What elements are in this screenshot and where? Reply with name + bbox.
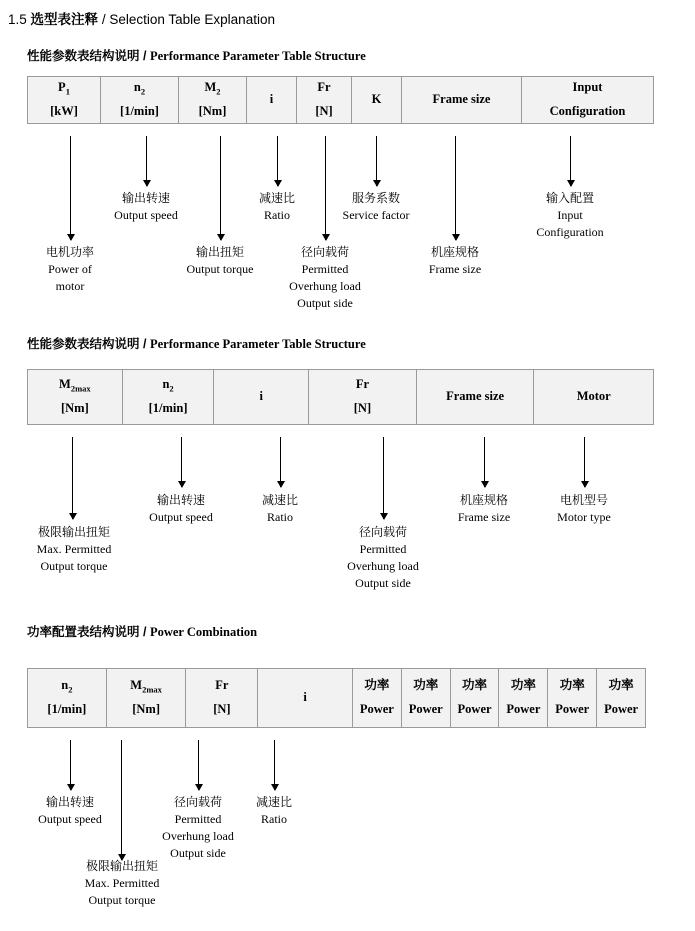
col-label-sub: 2 <box>68 684 73 695</box>
col-label: P <box>58 80 66 95</box>
block-3-heading-cn: 功率配置表结构说明 <box>27 625 140 639</box>
block-2-heading-cn: 性能参数表结构说明 <box>27 337 140 351</box>
callout-arrow <box>455 136 456 240</box>
col-unit: Power <box>506 702 541 716</box>
callout-label: 输入配置 Input Configuration <box>536 191 604 239</box>
col-label: Fr <box>317 80 331 95</box>
col-label: i <box>259 389 263 404</box>
callout-arrow <box>280 437 281 487</box>
col-unit: Configuration <box>549 104 626 118</box>
block-1-heading-en: Performance Parameter Table Structure <box>149 49 366 63</box>
col-unit: [1/min] <box>148 401 188 415</box>
callout-arrow <box>274 740 275 790</box>
col-unit: [Nm] <box>132 702 160 716</box>
col-label: Fr <box>355 377 370 392</box>
callout-arrow <box>383 437 384 519</box>
col-label: Input <box>572 80 603 95</box>
table-header-cell <box>106 669 186 727</box>
callout-label: 径向载荷 Permitted Overhung load Output side <box>347 525 419 590</box>
callout-label: 机座规格 Frame size <box>428 245 482 276</box>
table-header-cell <box>296 77 351 123</box>
table-header-cell <box>401 77 521 123</box>
col-label-sub: 2 <box>216 86 221 97</box>
col-label: 功率 <box>559 678 585 693</box>
col-unit: Power <box>359 702 394 716</box>
col-label: 功率 <box>510 678 536 693</box>
section-number: 1.5 <box>8 12 27 27</box>
block-2-heading <box>27 334 366 352</box>
col-label: K <box>371 92 382 107</box>
table-header-cell <box>533 370 653 424</box>
col-unit: Power <box>555 702 590 716</box>
callout-arrow <box>70 740 71 790</box>
callout-arrow <box>70 136 71 240</box>
col-label: n <box>162 377 170 392</box>
callout-label: 机座规格 Frame size <box>457 493 511 524</box>
col-label-sub: 2 <box>169 383 174 394</box>
callout-label: 径向载荷 Permitted Overhung load Output side <box>162 795 234 860</box>
col-unit: [1/min] <box>47 702 87 716</box>
col-unit: [1/min] <box>120 104 159 118</box>
callout-label: 电机型号 Motor type <box>557 493 611 524</box>
block-1-heading-sep: / <box>143 49 147 63</box>
col-label: i <box>269 92 274 107</box>
table-header-cell <box>28 77 100 123</box>
block-3-table <box>27 668 646 728</box>
block-1-table <box>27 76 654 124</box>
callout-label: 输出转速 Output speed <box>114 191 178 222</box>
callout-arrow <box>72 437 73 519</box>
callout-arrow <box>376 136 377 186</box>
col-label: Frame size <box>432 92 491 107</box>
callout-label: 极限输出扭矩 Max. Permitted Output torque <box>36 525 112 573</box>
col-label-sub: 2 <box>140 86 146 97</box>
col-unit: [N] <box>315 104 333 118</box>
table-header-cell <box>213 370 308 424</box>
table-header-cell <box>498 669 547 727</box>
block-2-heading-sep: / <box>143 337 147 351</box>
table-header-cell <box>28 669 106 727</box>
callout-label: 输出转速 Output speed <box>149 493 213 524</box>
table-header-cell <box>178 77 246 123</box>
callout-arrow <box>198 740 199 790</box>
col-label: n <box>133 80 141 95</box>
col-unit: [Nm] <box>60 401 89 415</box>
callout-label: 输出扭矩 Output torque <box>186 245 254 276</box>
section-title-en: Selection Table Explanation <box>109 12 275 27</box>
col-label: 功率 <box>364 678 390 693</box>
callout-label: 极限输出扭矩 Max. Permitted Output torque <box>84 859 160 907</box>
col-unit: Power <box>457 702 492 716</box>
col-label: M <box>130 678 143 693</box>
col-label: Motor <box>576 389 611 404</box>
table-header-cell <box>100 77 178 123</box>
table-header-cell <box>596 669 645 727</box>
table-header-cell <box>351 77 401 123</box>
col-label: n <box>61 678 69 693</box>
col-label-sub: 2max <box>142 684 162 695</box>
table-header-cell <box>450 669 499 727</box>
table-header-cell <box>257 669 352 727</box>
block-3-heading <box>27 622 257 640</box>
callout-arrow <box>325 136 326 240</box>
callout-arrow <box>181 437 182 487</box>
callout-arrow <box>584 437 585 487</box>
col-unit: [kW] <box>50 104 78 118</box>
col-label: 功率 <box>608 678 634 693</box>
callout-arrow <box>277 136 278 186</box>
callout-label: 减速比 Ratio <box>261 493 298 524</box>
block-1-heading <box>27 46 366 64</box>
table-header-cell <box>246 77 296 123</box>
page-title <box>8 8 275 28</box>
callout-arrow <box>570 136 571 186</box>
callout-label: 服务系数 Service factor <box>342 191 410 222</box>
col-unit: Power <box>604 702 639 716</box>
table-header-cell <box>185 669 257 727</box>
table-header-cell <box>547 669 596 727</box>
col-label: M <box>204 80 217 95</box>
col-unit: [N] <box>353 401 372 415</box>
callout-arrow <box>484 437 485 487</box>
col-label: Frame size <box>446 389 505 404</box>
table-header-cell <box>308 370 416 424</box>
callout-label: 径向载荷 Permitted Overhung load Output side <box>289 245 361 310</box>
table-header-cell <box>416 370 534 424</box>
block-3-heading-en: Power Combination <box>149 625 258 639</box>
table-header-cell <box>521 77 653 123</box>
col-unit: [Nm] <box>198 104 227 118</box>
col-unit: [N] <box>213 702 231 716</box>
block-2-table <box>27 369 654 425</box>
callout-arrow <box>220 136 221 240</box>
col-label-sub: 2max <box>70 383 91 394</box>
col-label-sub: 1 <box>65 86 70 97</box>
table-header-cell <box>122 370 214 424</box>
col-label: i <box>303 690 307 705</box>
col-label: M <box>59 377 71 392</box>
callout-label: 减速比 Ratio <box>255 795 292 826</box>
table-header-cell <box>401 669 450 727</box>
section-title-cn: 选型表注释 <box>30 12 99 27</box>
col-unit: Power <box>408 702 443 716</box>
table-header-cell <box>352 669 401 727</box>
callout-label: 输出转速 Output speed <box>38 795 102 826</box>
callout-arrow <box>146 136 147 186</box>
col-label: 功率 <box>462 678 488 693</box>
block-1-heading-cn: 性能参数表结构说明 <box>27 49 140 63</box>
section-title-sep: / <box>101 12 106 27</box>
callout-label: 减速比 Ratio <box>258 191 295 222</box>
col-label: Fr <box>215 678 229 693</box>
block-3-heading-sep: / <box>143 625 147 639</box>
col-label: 功率 <box>413 678 439 693</box>
block-2-heading-en: Performance Parameter Table Structure <box>149 337 366 351</box>
callout-label: 电机功率 Power of motor <box>45 245 94 293</box>
table-header-cell <box>28 370 122 424</box>
